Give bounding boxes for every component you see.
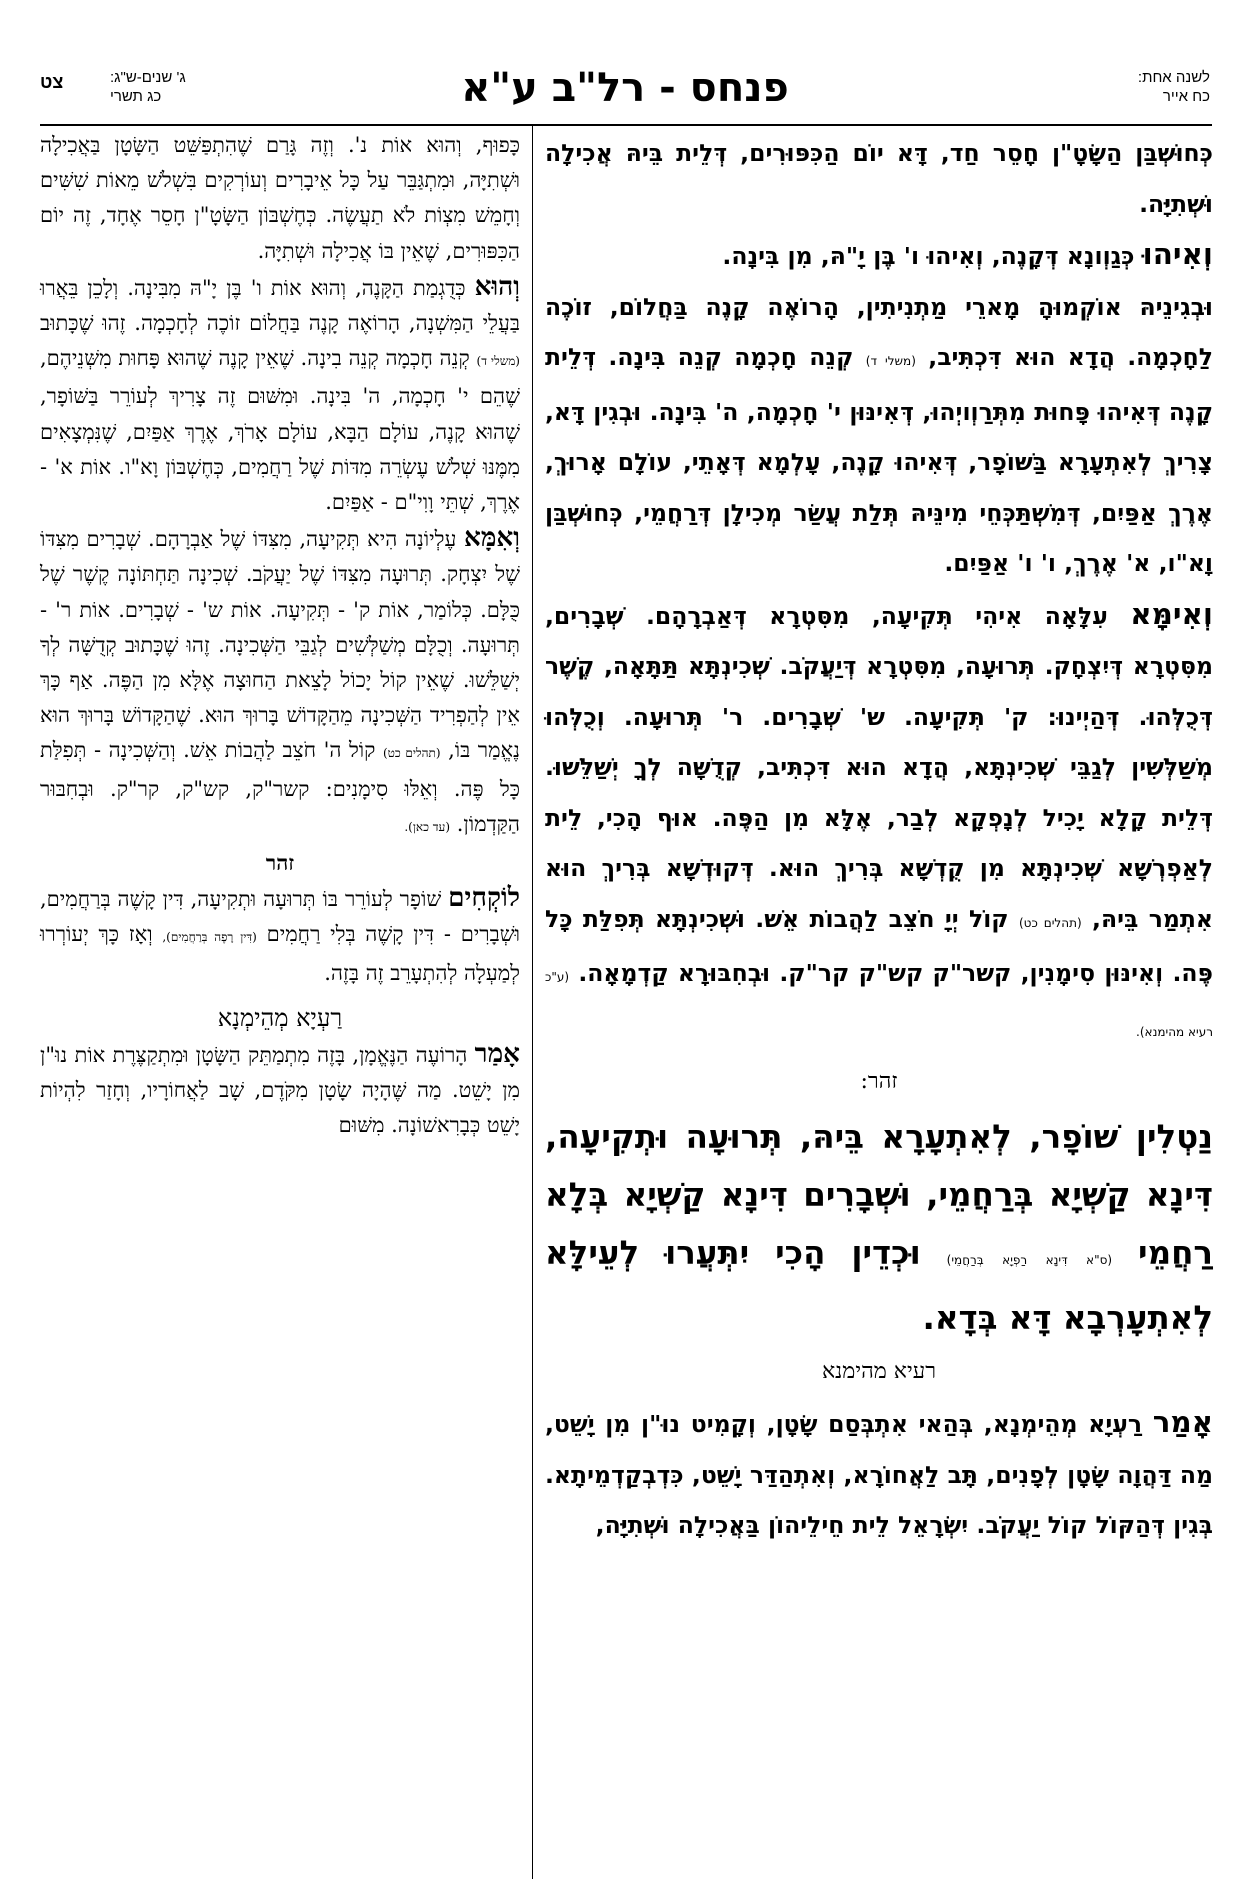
text: כְּדֻגְמַת הַקָּנֶה, וְהוּא אוֹת ו' בֶּן יָ"הּ מִבִּינָה. וְלָכֵן בֵּאֲרוּ בַּעֲלֵי הַמִּשְׁנָה, הָרוֹאֶה קָנֶה בַּחֲלוֹם זוֹכֶה לְחָכְמָה. זֶהוּ שֶׁכָּתוּב xyxy=(40,275,520,336)
lead-word: וְאִיהוּ xyxy=(1142,237,1213,271)
daily-schedule-three-years xyxy=(110,68,186,106)
text: וּכְדֵין הָכִי יִתְּעֲרוּ לְעֵילָּא לְאִתְעָרְבָא דָּא בְּדָא. xyxy=(545,1233,1213,1337)
hebrew-translation-column xyxy=(40,128,520,1144)
paragraph xyxy=(545,282,1213,589)
section-end-note: (עד כאן). xyxy=(404,819,451,834)
paragraph xyxy=(40,520,520,845)
text: הָרוֹעֶה הַנֶּאֱמָן, בָּזֶה מִתְמַתֵּק הַשָּׂטָן וּמִתְקַצֶּרֶת אוֹת נוּ"ן מִן יָשֵׁט. מַה שֶּׁהָיָה שָׂטָן מִקֹּדֶם, שָׁב לַאֲחוֹרָיו, וְחָזַר לִהְיוֹת יָשֵׁט כְּבָרִאשׁוֹנָה. מִשּׁוּם xyxy=(40,1043,520,1138)
text: קְנֵה חָכְמָה קְנֵה בִּינָה. דְּלֵית קָנֶה דְּאִיהוּ פָּחוּת מִתְּרַוְויְהוּ, דְּאִינּוּן י' חָכְמָה, ה' בִּינָה. וּבְגִין דָּא, צָרִיךְ לְאִתְעָרָא בַּשּׁוֹפָר, דְּאִיהוּ קָנֶה, עָלְמָא דְּאָתֵי, עוֹלָם אָרוּךְ, אֶרֶךְ אַפַּיִם, דְּמִשְׁתַּכְּחֵי מִינֵּיהּ תְּלַת עֲשַׂר מְכִילָן דְּרַחֲמֵי, כְּחוּשְׁבַּן וָא"ו, א' אֶרֶךְ, ו' ו' אַפַּיִם. xyxy=(545,343,1213,577)
raaya-mehemna-heading: רעיא מהימנא xyxy=(821,1358,937,1384)
text: קוֹל יְיָ חֹצֵב לַהֲבוֹת אֵשׁ. וּשְׁכִינְתָּא תְּפִלַּת כָּל פֶּה. וְאִינּוּן סִימָנִין, קשר"ק קש"ק קר"ק. וּבְחִבּוּרָא קַדְמָאָה. xyxy=(545,904,1213,987)
text: עִלָּאָה אִיהִי תְּקִיעָה, מִסִּטְרָא דְּאַבְרָהָם. שְׁבָרִים, מִסִּטְרָא דְּיִצְחָק. תְּרוּעָה, מִסִּטְרָא דְּיַעֲקֹב. שְׁכִינְתָּא תַּתָּאָה, קֶשֶׁר דְּכֻלְּהוּ. דְּהַיְינוּ: ק' תְּקִיעָה. ש' שְׁבָרִים. ר' תְּרוּעָה. וְכֻלְּהוּ מְשַׁלְּשִׁין לְגַבֵּי שְׁכִינְתָּא, הֲדָא הוּא דִּכְתִּיב, קְדֻשָּׁה לְךָ יְשַׁלֵּשׁוּ. דְּלֵית קָלָא יָכִיל לְנָפְקָא לְבַר, אֶלָּא מִן הַפֶּה. אוּף הָכִי, לֵית לְאַפְרְשָׁא שְׁכִינְתָּא מִן קֻדְשָׁא בְּרִיךְ הוּא. דְּקוּדְשָׁא בְּרִיךְ הוּא אִתְמַר בֵּיהּ, xyxy=(545,601,1214,933)
text: שׁוֹפָר, לְאִתְעָרָא בֵּיהּ, תְּרוּעָה וּתְקִיעָה, דִּינָא קַשְׁיָא בְּרַחֲמֵי, וּשְׁבָרִים דִּינָא קַשְׁיָא בְּלָא רַחֲמֵי xyxy=(545,1117,1213,1272)
paragraph xyxy=(545,229,1213,282)
paragraph xyxy=(545,128,1213,229)
lead-word: נַטְלִין xyxy=(1135,1117,1213,1156)
raaya-mehemna-heading: רַעְיָא מְהֵימְנָא xyxy=(217,1003,343,1032)
paragraph xyxy=(40,269,520,520)
text: וּבְגִינֵיהּ אוֹקְמוּהָ מָארֵי מַתְנִיתִין, הָרוֹאֶה קָנֶה בַּחֲלוֹם, זוֹכֶה לַחָכְמָה. הֲדָא הוּא דִּכְתִּיב, xyxy=(545,292,1213,371)
text: וְאָז כָּךְ יְעוֹרְרוּ לְמַעְלָה לְהִתְעָרֵב זֶה בָּזֶה. xyxy=(40,922,520,985)
verse-reference: (משלי ד) xyxy=(865,354,916,368)
text: שׁוֹפָר לְעוֹרֵר בּוֹ תְּרוּעָה וּתְקִיעָה, דִּין קָשֶׁה בְּרַחֲמִים, וּשְׁבָרִים - דִּין קָשֶׁה בְּלִי רַחֲמִים xyxy=(40,887,520,947)
verse-reference: (משלי ד) xyxy=(476,354,520,369)
lead-word: לוֹקְחִים xyxy=(448,882,520,914)
schedule-date: כג תשרי xyxy=(110,88,162,105)
text: קְנֵה חָכְמָה קְנֵה בִינָה. שֶׁאֵין קָנֶה שֶׁהוּא פָּחוּת מִשְּׁנֵיהֶם, שֶׁהֵם י' חָכְמָה, ה' בִּינָה. וּמִשּׁוּם זֶה צָרִיךְ לְעוֹרֵר בַּשּׁוֹפָר, שֶׁהוּא קָנֶה, עוֹלָם הַבָּא, עוֹלָם אָרֹךְ, אֶרֶךְ אַפַּיִם, שֶׁנִּמְצָאִים מִמֶּנּוּ שְׁלֹשׁ עֶשְׂרֵה מִדּוֹת שֶׁל רַחֲמִים, כְּחֶשְׁבּוֹן וָא"ו. אוֹת א' - אֶרֶךְ, שְׁתֵּי וָוִי"ם - אַפַּיִם. xyxy=(40,346,520,515)
lead-word: אָמַר xyxy=(1152,1405,1214,1439)
lead-word: וְאִמָּא xyxy=(464,522,520,554)
schedule-label: לשנה אחת: xyxy=(1137,69,1210,86)
verse-reference: (תהלים כט) xyxy=(382,746,441,761)
paragraph xyxy=(40,1036,520,1144)
lead-word: וְהוּא xyxy=(474,270,520,302)
schedule-date: כח אייר xyxy=(1162,88,1210,105)
page-number: צט xyxy=(40,72,64,92)
variant-reading: (ס"א דִּינָא רַפְיָא בְּרַחֲמֵי) xyxy=(946,1252,1113,1267)
text: רַעְיָא מְהֵימְנָא, בְּהַאי אִתְבְּסַם שָׂטָן, וְקָמִיט נוּ"ן מִן יָשֵׁט, מַה דַּהֲוָה שָׂטָן לְפָנִים, תָּב לַאֲחוֹרָא, וְאִתְהַדַּר יָשֵׁט, כִּדְבְקַדְמֵיתָא. בְּגִין דְּהַקּוֹל קוֹל יַעֲקֹב. יִשְׂרָאֵל לֵית חֵילֵיהוֹן בַּאֲכִילָה וּשְׁתִיָּה, xyxy=(545,1410,1213,1539)
page-title: פנחס - רל"ב ע"א xyxy=(461,65,789,111)
page-header xyxy=(40,64,1210,124)
header-divider xyxy=(40,124,1212,126)
schedule-label: ג' שנים-ש"ג: xyxy=(110,69,186,86)
text: כְּגַוְונָא דְּקָנֶה, וְאִיהוּ ו' בֶּן יָ"הּ, מִן בִּינָה. xyxy=(722,242,1135,270)
text: כָּפוּף, וְהוּא אוֹת נ'. וְזֶה גָּרַם שֶׁהִתְפַּשֵּׁט הַשָּׂטָן בַּאֲכִילָה וּשְׁתִיָּה, וּמִתְגַּבֵּר עַל כָּל אֵיבָרִים וְעוֹרְקִים בִּשְׁלֹשׁ מֵאוֹת שִׁשִּׁים וְחָמֵשׁ מִצְוֹת לֹא תַעֲשֶׂה. כְּחֶשְׁבּוֹן הַשָּׂטָ"ן חָסֵר אֶחָד, זֶה יוֹם הַכִּפּוּרִים, שֶׁאֵין בּוֹ אֲכִילָה וּשְׁתִיָּה. xyxy=(40,133,520,263)
paragraph xyxy=(40,128,520,269)
text: עֶלְיוֹנָה הִיא תְּקִיעָה, מִצִּדּוֹ שֶׁל אַבְרָהָם. שְׁבָרִים מִצִּדּוֹ שֶׁל יִצְחָק. תְּרוּעָה מִצִּדּוֹ שֶׁל יַעֲקֹב. שְׁכִינָה תַּחְתּוֹנָה קֶשֶׁר שֶׁל כֻּלָּם. כְּלוֹמַר, אוֹת ק' - תְּקִיעָה. אוֹת ש' - שְׁבָרִים. אוֹת ר' - תְּרוּעָה. וְכֻלָּם מְשַׁלְּשִׁים לְגַבֵּי הַשְּׁכִינָה. זֶהוּ שֶׁכָּתוּב קְדֻשָּׁה לְךָ יְשַׁלֵּשׁוּ. שֶׁאֵין קוֹל יָכוֹל לָצֵאת הַחוּצָה אֶלָּא מִן הַפֶּה. אַף כָּךְ אֵין לְהַפְרִיד הַשְּׁכִינָה מֵהַקָּדוֹשׁ בָּרוּךְ הוּא. שֶׁהַקָּדוֹשׁ בָּרוּךְ הוּא נֶאֱמַר בּוֹ, xyxy=(40,527,520,763)
aramaic-column xyxy=(545,128,1213,1551)
text: כְּחוּשְׁבַּן הַשָּׂטָ"ן חָסֵר חַד, דָּא יוֹם הַכִּפּוּרִים, דְּלֵית בֵּיהּ אֲכִילָה וּשְׁתִיָּה. xyxy=(545,139,1213,218)
verse-reference: (תהלים כט) xyxy=(1018,915,1082,930)
variant-reading: (דִּין רָפֶה בְּרַחֲמִים), xyxy=(162,930,257,945)
zohar-paragraph xyxy=(545,1108,1213,1347)
section-end-note: (ע"כ רעיא מהימנא). xyxy=(545,970,1213,1039)
text: קוֹל ה' חֹצֵב לַהֲבוֹת אֵשׁ. וְהַשְּׁכִינָה - תְּפִלַּת כָּל פֶּה. וְאֵלּוּ סִימָנִים: קשר"ק, קש"ק, קר"ק. וּבְחִבּוּר הַקַּדְמוֹן. xyxy=(40,738,520,836)
zohar-paragraph xyxy=(40,880,520,991)
zohar-heading: זהר: xyxy=(860,1069,898,1094)
column-divider xyxy=(532,124,533,1879)
lead-word: אָמַר xyxy=(474,1038,520,1070)
zohar-heading: זהר xyxy=(265,850,295,876)
paragraph xyxy=(545,1397,1213,1551)
lead-word: וְאִימָּא xyxy=(1130,596,1213,631)
paragraph xyxy=(545,589,1213,1058)
